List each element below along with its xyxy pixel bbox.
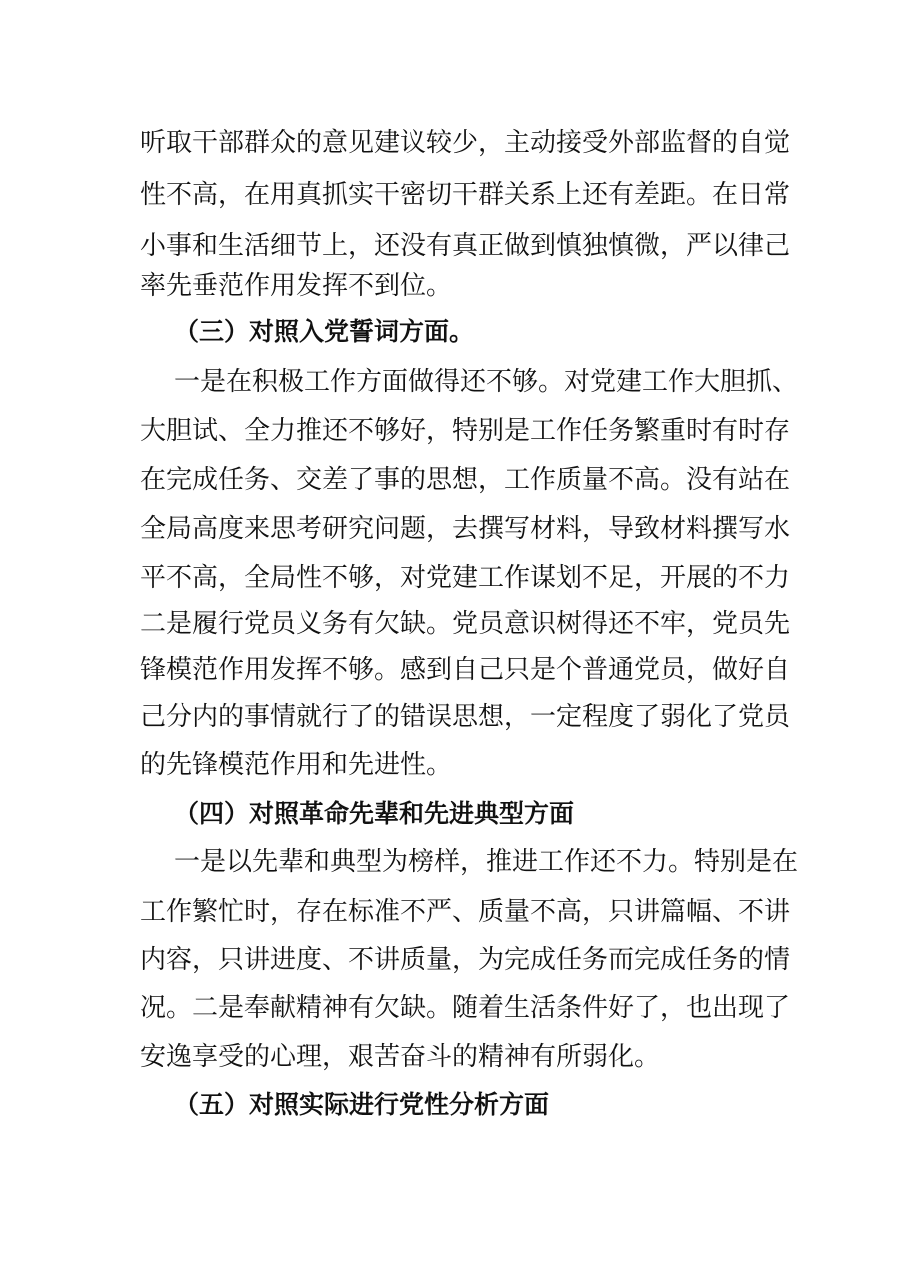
paragraph-line: 全局高度来思考研究问题，去撰写材料，导致材料撰写水 bbox=[140, 514, 791, 544]
paragraph-line: 率先垂范作用发挥不到位。 bbox=[140, 271, 453, 301]
paragraph-line: 锋模范作用发挥不够。感到自己只是个普通党员，做好自 bbox=[140, 655, 791, 685]
paragraph-line: 大胆试、全力推还不够好，特别是工作任务繁重时有时存 bbox=[140, 416, 791, 446]
section-heading-4: （四）对照革命先辈和先进典型方面 bbox=[174, 799, 575, 828]
paragraph-line: 一是在积极工作方面做得还不够。对党建工作大胆抓、 bbox=[174, 367, 799, 397]
paragraph-line: 内容，只讲进度、不讲质量，为完成任务而完成任务的情 bbox=[140, 945, 791, 975]
paragraph-line: 小事和生活细节上，还没有真正做到慎独慎微，严以律己 bbox=[140, 231, 791, 261]
section-heading-5: （五）对照实际进行党性分析方面 bbox=[174, 1090, 550, 1119]
paragraph-line: 听取干部群众的意见建议较少，主动接受外部监督的自觉 bbox=[140, 128, 791, 158]
paragraph-line: 况。二是奉献精神有欠缺。随着生活条件好了，也出现了 bbox=[140, 993, 791, 1023]
paragraph-line: 工作繁忙时，存在标准不严、质量不高，只讲篇幅、不讲 bbox=[140, 897, 791, 927]
paragraph-line: 的先锋模范作用和先进性。 bbox=[140, 750, 453, 780]
paragraph-line: 安逸享受的心理，艰苦奋斗的精神有所弱化。 bbox=[140, 1042, 661, 1072]
paragraph-line: 平不高，全局性不够，对党建工作谋划不足，开展的不力 bbox=[140, 563, 791, 593]
paragraph-line: 在完成任务、交差了事的思想，工作质量不高。没有站在 bbox=[140, 465, 791, 495]
paragraph-line: 二是履行党员义务有欠缺。党员意识树得还不牢，党员先 bbox=[140, 609, 791, 639]
paragraph-line: 一是以先辈和典型为榜样，推进工作还不力。特别是在 bbox=[174, 847, 799, 877]
section-heading-3: （三）对照入党誓词方面。 bbox=[174, 317, 475, 346]
paragraph-line: 己分内的事情就行了的错误思想，一定程度了弱化了党员 bbox=[140, 702, 791, 732]
paragraph-line: 性不高，在用真抓实干密切干群关系上还有差距。在日常 bbox=[140, 180, 791, 210]
